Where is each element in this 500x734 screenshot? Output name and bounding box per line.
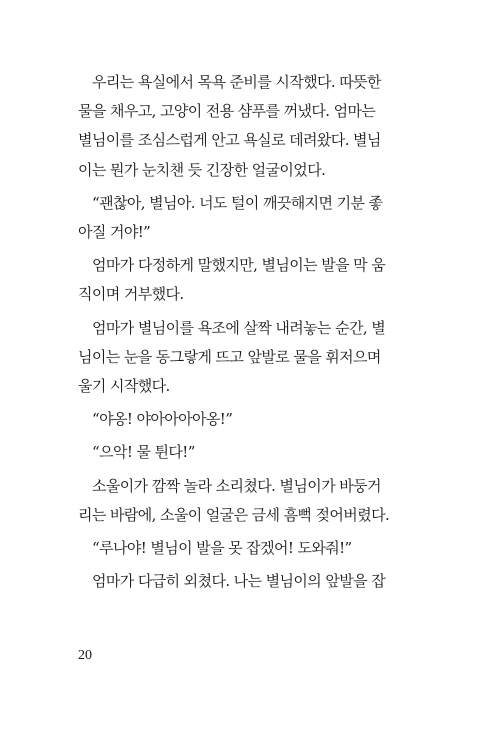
paragraph: 엄마가 다정하게 말했지만, 별님이는 발을 막 움 직이며 거부했다.: [78, 256, 386, 304]
paragraph: “으악! 물 튄다!”: [92, 443, 195, 462]
paragraph: “괜찮아, 별님아. 너도 털이 깨끗해지면 기분 좋 아질 거야!”: [78, 193, 383, 242]
paragraph: “야옹! 야아아아아옹!”: [92, 410, 233, 429]
paragraph: 엄마가 별님이를 욕조에 살짝 내려놓는 순간, 별 님이는 눈을 동그랗게 뜨고 앞발로 물을 휘저으며 울기 시작했다.: [78, 318, 386, 396]
paragraph: 엄마가 다급히 외쳤다. 나는 별님이의 앞발을 잡: [92, 572, 386, 591]
body-text: [78, 68, 404, 600]
paragraph: 우리는 욕실에서 목욕 준비를 시작했다. 따뜻한 물을 채우고, 고양이 전용 샴푸를 꺼냈다. 엄마는 별님이를 조심스럽게 안고 욕실로 데려왔다. 별님 이는 뭔가 눈치챈 듯 긴장한 얼굴이었다.: [78, 73, 381, 179]
paragraph: 소울이가 깜짝 놀라 소리쳤다. 별님이가 바둥거 리는 바람에, 소울이 얼굴은 금세 흠뻑 젖어버렸다.: [78, 476, 390, 524]
paragraph: “루나야! 별님이 발을 못 잡겠어! 도와줘!”: [92, 539, 352, 558]
page-number: 20: [78, 648, 92, 663]
